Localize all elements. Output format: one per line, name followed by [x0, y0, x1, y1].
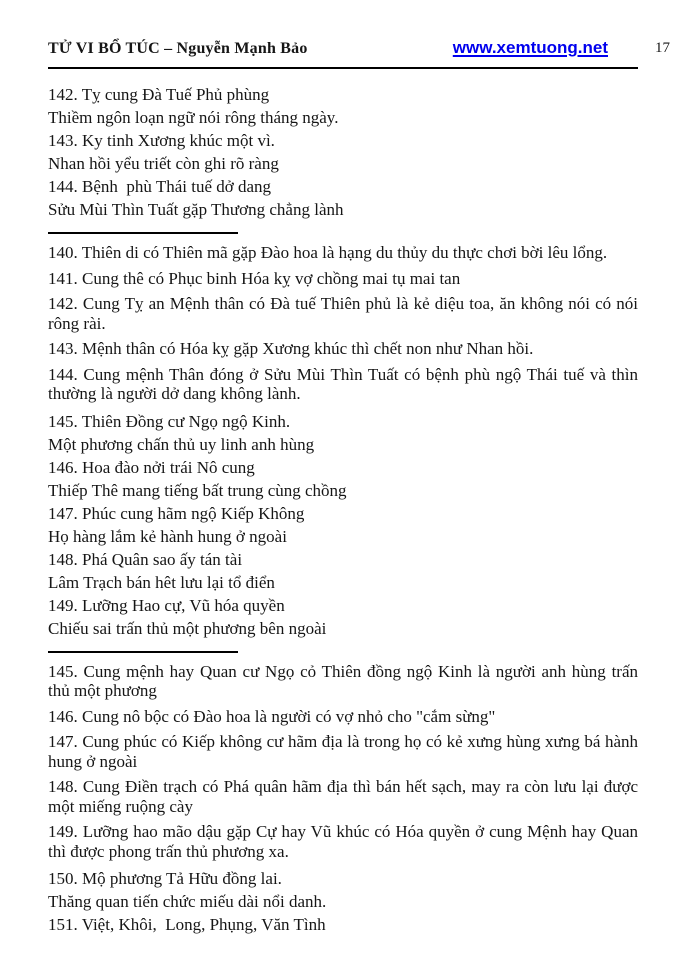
footnote-divider [48, 232, 238, 234]
verse-block-2 [48, 410, 638, 640]
page-number: 17 [655, 40, 670, 56]
footnote-paragraph: 147. Cung phúc có Kiếp không cư hãm địa là trong họ có kẻ xưng hùng xưng bá hành hung ở ngoài [48, 732, 638, 771]
footnote-block-1 [48, 243, 638, 404]
verse-line: Nhan hồi yểu triết còn ghi rõ ràng [48, 154, 279, 173]
verse-line: Họ hàng lắm kẻ hành hung ở ngoài [48, 526, 287, 546]
header-divider [48, 67, 638, 69]
verse-line: 147. Phúc cung hãm ngộ Kiếp Không [48, 503, 305, 523]
footnote-paragraph: 148. Cung Điền trạch có Phá quân hãm địa thì bán hết sạch, may ra còn lưu lại được một miếng ruộng cày [48, 777, 638, 816]
footnote-paragraph: 145. Cung mệnh hay Quan cư Ngọ cỏ Thiên đồng ngộ Kinh là người anh hùng trấn thủ một phương [48, 661, 638, 700]
footnote-paragraph: 146. Cung nô bộc có Đào hoa là người có vợ nhỏ cho "cắm sừng" [48, 706, 496, 726]
verse-line: 146. Hoa đào nởi trái Nô cung [48, 457, 255, 477]
verse-line: 148. Phá Quân sao ấy tán tài [48, 549, 243, 569]
verse-line: 145. Thiên Đồng cư Ngọ ngộ Kinh. [48, 411, 291, 431]
book-title: TỬ VI BỔ TÚC – Nguyễn Mạnh Bảo [48, 40, 308, 57]
footnote-paragraph: 149. Lưỡng hao mão dậu gặp Cự hay Vũ khúc có Hóa quyền ở cung Mệnh hay Quan thì được phong trấn thủ phương xa. [48, 822, 638, 861]
verse-line: 143. Ky tinh Xương khúc một vì. [48, 131, 275, 150]
verse-line: Thiếp Thê mang tiếng bất trung cùng chồng [48, 480, 347, 500]
verse-line: Lâm Trạch bán hêt lưu lại tổ điển [48, 572, 275, 592]
verse-line: Thăng quan tiến chức miếu dài nổi danh. [48, 892, 327, 911]
verse-line: 151. Việt, Khôi, Long, Phụng, Văn Tình [48, 915, 326, 934]
verse-line: 150. Mộ phương Tả Hữu đồng lai. [48, 869, 282, 888]
footnote-paragraph: 141. Cung thê có Phục binh Hóa kỵ vợ chồng mai tụ mai tan [48, 268, 461, 288]
verse-line: Chiếu sai trấn thủ một phương bên ngoài [48, 618, 327, 638]
verse-block-1 [48, 83, 638, 221]
footnote-block-2 [48, 662, 638, 862]
footnote-paragraph: 142. Cung Tỵ an Mệnh thân có Đà tuế Thiên phủ là kẻ diệu toa, ăn không nói có nói rông rài. [48, 294, 638, 333]
verse-line: Một phương chấn thủ uy linh anh hùng [48, 434, 315, 454]
verse-block-3 [48, 867, 638, 936]
footnote-divider [48, 651, 238, 653]
footnote-paragraph: 144. Cung mệnh Thân đóng ở Sửu Mùi Thìn Tuất có bệnh phù ngộ Thái tuế và thìn thường là người dở dang không lành. [48, 364, 638, 403]
footnote-paragraph: 143. Mệnh thân có Hóa kỵ gặp Xương khúc thì chết non như Nhan hồi. [48, 339, 534, 358]
footnote-paragraph: 140. Thiên di có Thiên mã gặp Đào hoa là hạng du thủy du thực chơi bời lêu lổng. [48, 243, 608, 262]
verse-line: Thiềm ngôn loạn ngữ nói rông tháng ngày. [48, 108, 339, 127]
verse-line: 142. Tỵ cung Đà Tuế Phủ phùng [48, 85, 270, 104]
verse-line: 149. Lưỡng Hao cự, Vũ hóa quyền [48, 595, 285, 615]
page-header [48, 38, 638, 58]
verse-line: 144. Bệnh phù Thái tuế dở dang [48, 177, 272, 196]
website-link[interactable]: www.xemtuong.net [452, 38, 608, 57]
verse-line: Sửu Mùi Thìn Tuất gặp Thương chẳng lành [48, 200, 344, 219]
